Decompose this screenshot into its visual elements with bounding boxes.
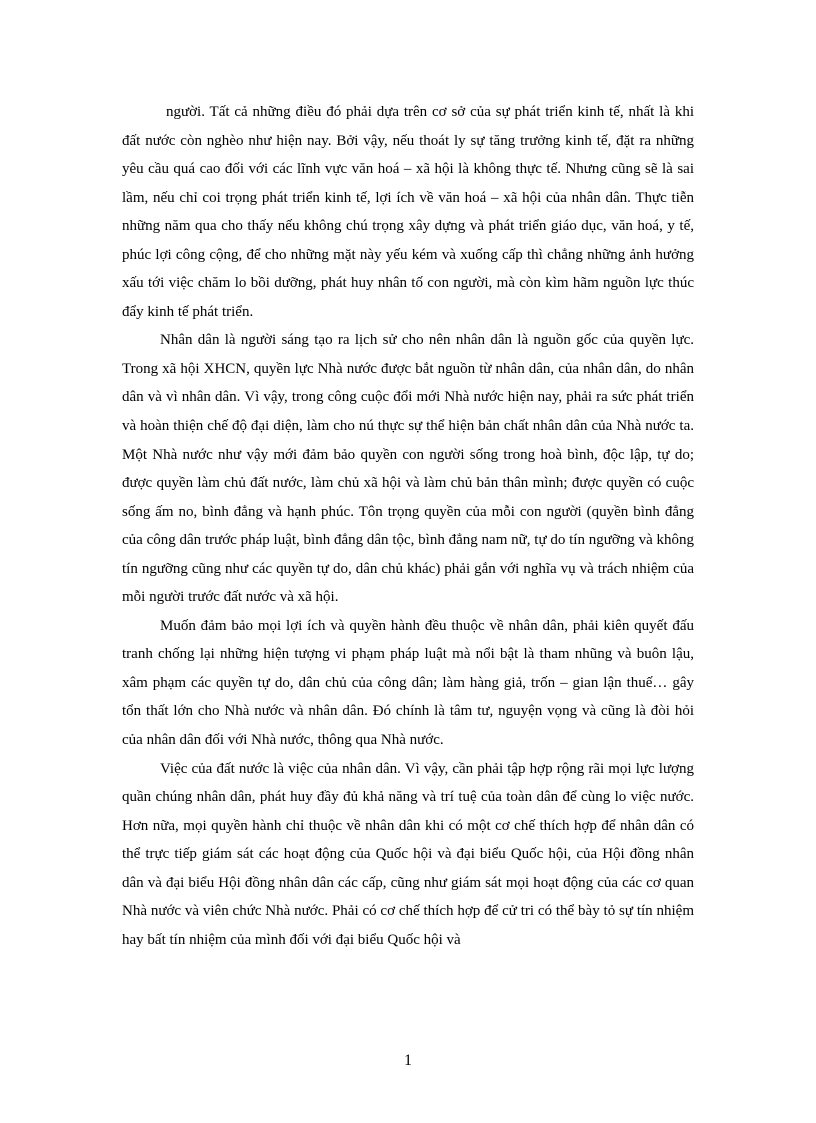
paragraph: Việc của đất nước là việc của nhân dân. Vì vậy, cần phải tập hợp rộng rãi mọi lực lượng quần chúng nhân dân, phát huy đầy đủ khả năng và trí tuệ của toàn dân để cùng lo việc nước. Hơn nữa, mọi quyền hành chỉ thuộc về nhân dân khi có một cơ chế thích hợp để nhân dân có thể trực tiếp giám sát các hoạt động của Quốc hội và đại biểu Quốc hội, của Hội đồng nhân dân và đại biểu Hội đồng nhân dân các cấp, cũng như giám sát mọi hoạt động của các cơ quan Nhà nước và viên chức Nhà nước. Phải có cơ chế thích hợp để cử tri có thể bày tỏ sự tín nhiệm hay bất tín nhiệm của mình đối với đại biểu Quốc hội và [122, 760, 694, 948]
paragraph: Nhân dân là người sáng tạo ra lịch sử cho nên nhân dân là nguồn gốc của quyền lực. Trong xã hội XHCN, quyền lực Nhà nước được bắt nguồn từ nhân dân, của nhân dân, do nhân dân và vì nhân dân. Vì vậy, trong công cuộc đổi mới Nhà nước hiện nay, phải ra sức phát triển và hoàn thiện chế độ đại diện, làm cho nú thực sự thể hiện bản chất nhân dân của Nhà nước ta. Một Nhà nước như vậy mới đảm bảo quyền con người sống trong hoà bình, độc lập, tự do; được quyền làm chủ đất nước, làm chủ xã hội và làm chủ bản thân mình; được quyền có cuộc sống ấm no, bình đẳng và hạnh phúc. Tôn trọng quyền của mỗi con người (quyền bình đẳng của công dân trước pháp luật, bình đẳng dân tộc, bình đẳng nam nữ, tự do tín ngưỡng và không tín ngưỡng cũng như các quyền tự do, dân chủ khác) phải gắn với nghĩa vụ và trách nhiệm của mỗi người trước đất nước và xã hội. [122, 332, 694, 606]
document-body [122, 98, 694, 954]
page-number: 1 [404, 1052, 412, 1069]
paragraph: Muốn đảm bảo mọi lợi ích và quyền hành đều thuộc về nhân dân, phải kiên quyết đấu tranh chống lại những hiện tượng vi phạm pháp luật mà nổi bật là tham nhũng và buôn lậu, xâm phạm các quyền tự do, dân chủ của công dân; làm hàng giả, trốn – gian lận thuế… gây tổn thất lớn cho Nhà nước và nhân dân. Đó chính là tâm tư, nguyện vọng và cũng là đòi hỏi của nhân dân đối với Nhà nước, thông qua Nhà nước. [122, 617, 694, 749]
paragraph: người. Tất cả những điều đó phải dựa trên cơ sở của sự phát triển kinh tế, nhất là khi đất nước còn nghèo như hiện nay. Bởi vậy, nếu thoát ly sự tăng trưởng kinh tế, đặt ra những yêu cầu quá cao đối với các lĩnh vực văn hoá – xã hội là không thực tế. Nhưng cũng sẽ là sai lầm, nếu chỉ coi trọng phát triển kinh tế, lợi ích về văn hoá – xã hội của nhân dân. Thực tiễn những năm qua cho thấy nếu không chú trọng xây dựng và phát triển giáo dục, văn hoá, y tế, phúc lợi công cộng, để cho những mặt này yếu kém và xuống cấp thì chẳng những ảnh hưởng xấu tới việc chăm lo bồi dưỡng, phát huy nhân tố con người, mà còn kìm hãm nguồn lực thúc đẩy kinh tế phát triển. [122, 104, 694, 320]
